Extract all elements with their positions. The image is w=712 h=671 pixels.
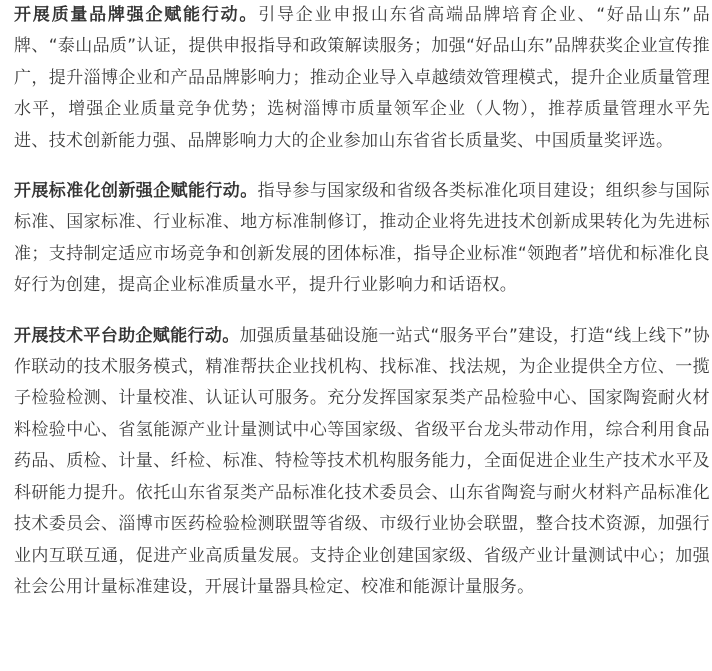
paragraph-quality-brand: [14, 0, 710, 157]
paragraph-heading: 开展技术平台助企赋能行动。: [14, 325, 240, 346]
paragraph-text: 引导企业申报山东省高端品牌培育企业、“好品山东”品牌、“泰山品质”认证，提供申报指导和政策解读服务；加强“好品山东”品牌获奖企业宣传推广，提升淄博企业和产品品牌影响力；推动企业导入卓越绩效管理模式，提升企业质量管理水平，增强企业质量竞争优势；选树淄博市质量领军企业（人物），推荐质量管理水平先进、技术创新能力强、品牌影响力大的企业参加山东省省长质量奖、中国质量奖评选。: [14, 5, 710, 151]
paragraph-text: 指导参与国家级和省级各类标准化项目建设；组织参与国际标准、国家标准、行业标准、地方标准制修订，推动企业将先进技术创新成果转化为先进标准；支持制定适应市场竞争和创新发展的团体标准，指导企业标准“领跑者”培优和标准化良好行为创建，提高企业标准质量水平，提升行业影响力和话语权。: [14, 181, 710, 296]
paragraph-text: 加强质量基础设施一站式“服务平台”建设，打造“线上线下”协作联动的技术服务模式，精准帮扶企业找机构、找标准、找法规，为企业提供全方位、一揽子检验检测、计量校准、认证认可服务。充分发挥国家泵类产品检验中心、国家陶瓷耐火材料检验中心、省氢能源产业计量测试中心等国家级、省级平台龙头带动作用，综合利用食品药品、质检、计量、纤检、标准、特检等技术机构服务能力，全面促进企业生产技术水平及科研能力提升。依托山东省泵类产品标准化技术委员会、山东省陶瓷与耐火材料产品标准化技术委员会、淄博市医药检验检测联盟等省级、市级行业协会联盟，整合技术资源，加强行业内互联互通，促进产业高质量发展。支持企业创建国家级、省级产业计量测试中心；加强社会公用计量标准建设，开展计量器具检定、校准和能源计量服务。: [14, 325, 710, 597]
paragraph-heading: 开展标准化创新强企赋能行动。: [14, 181, 258, 202]
paragraph-technical-platform: [14, 321, 710, 604]
paragraph-standardization: [14, 176, 710, 302]
paragraph-heading: 开展质量品牌强企赋能行动。: [14, 5, 259, 25]
